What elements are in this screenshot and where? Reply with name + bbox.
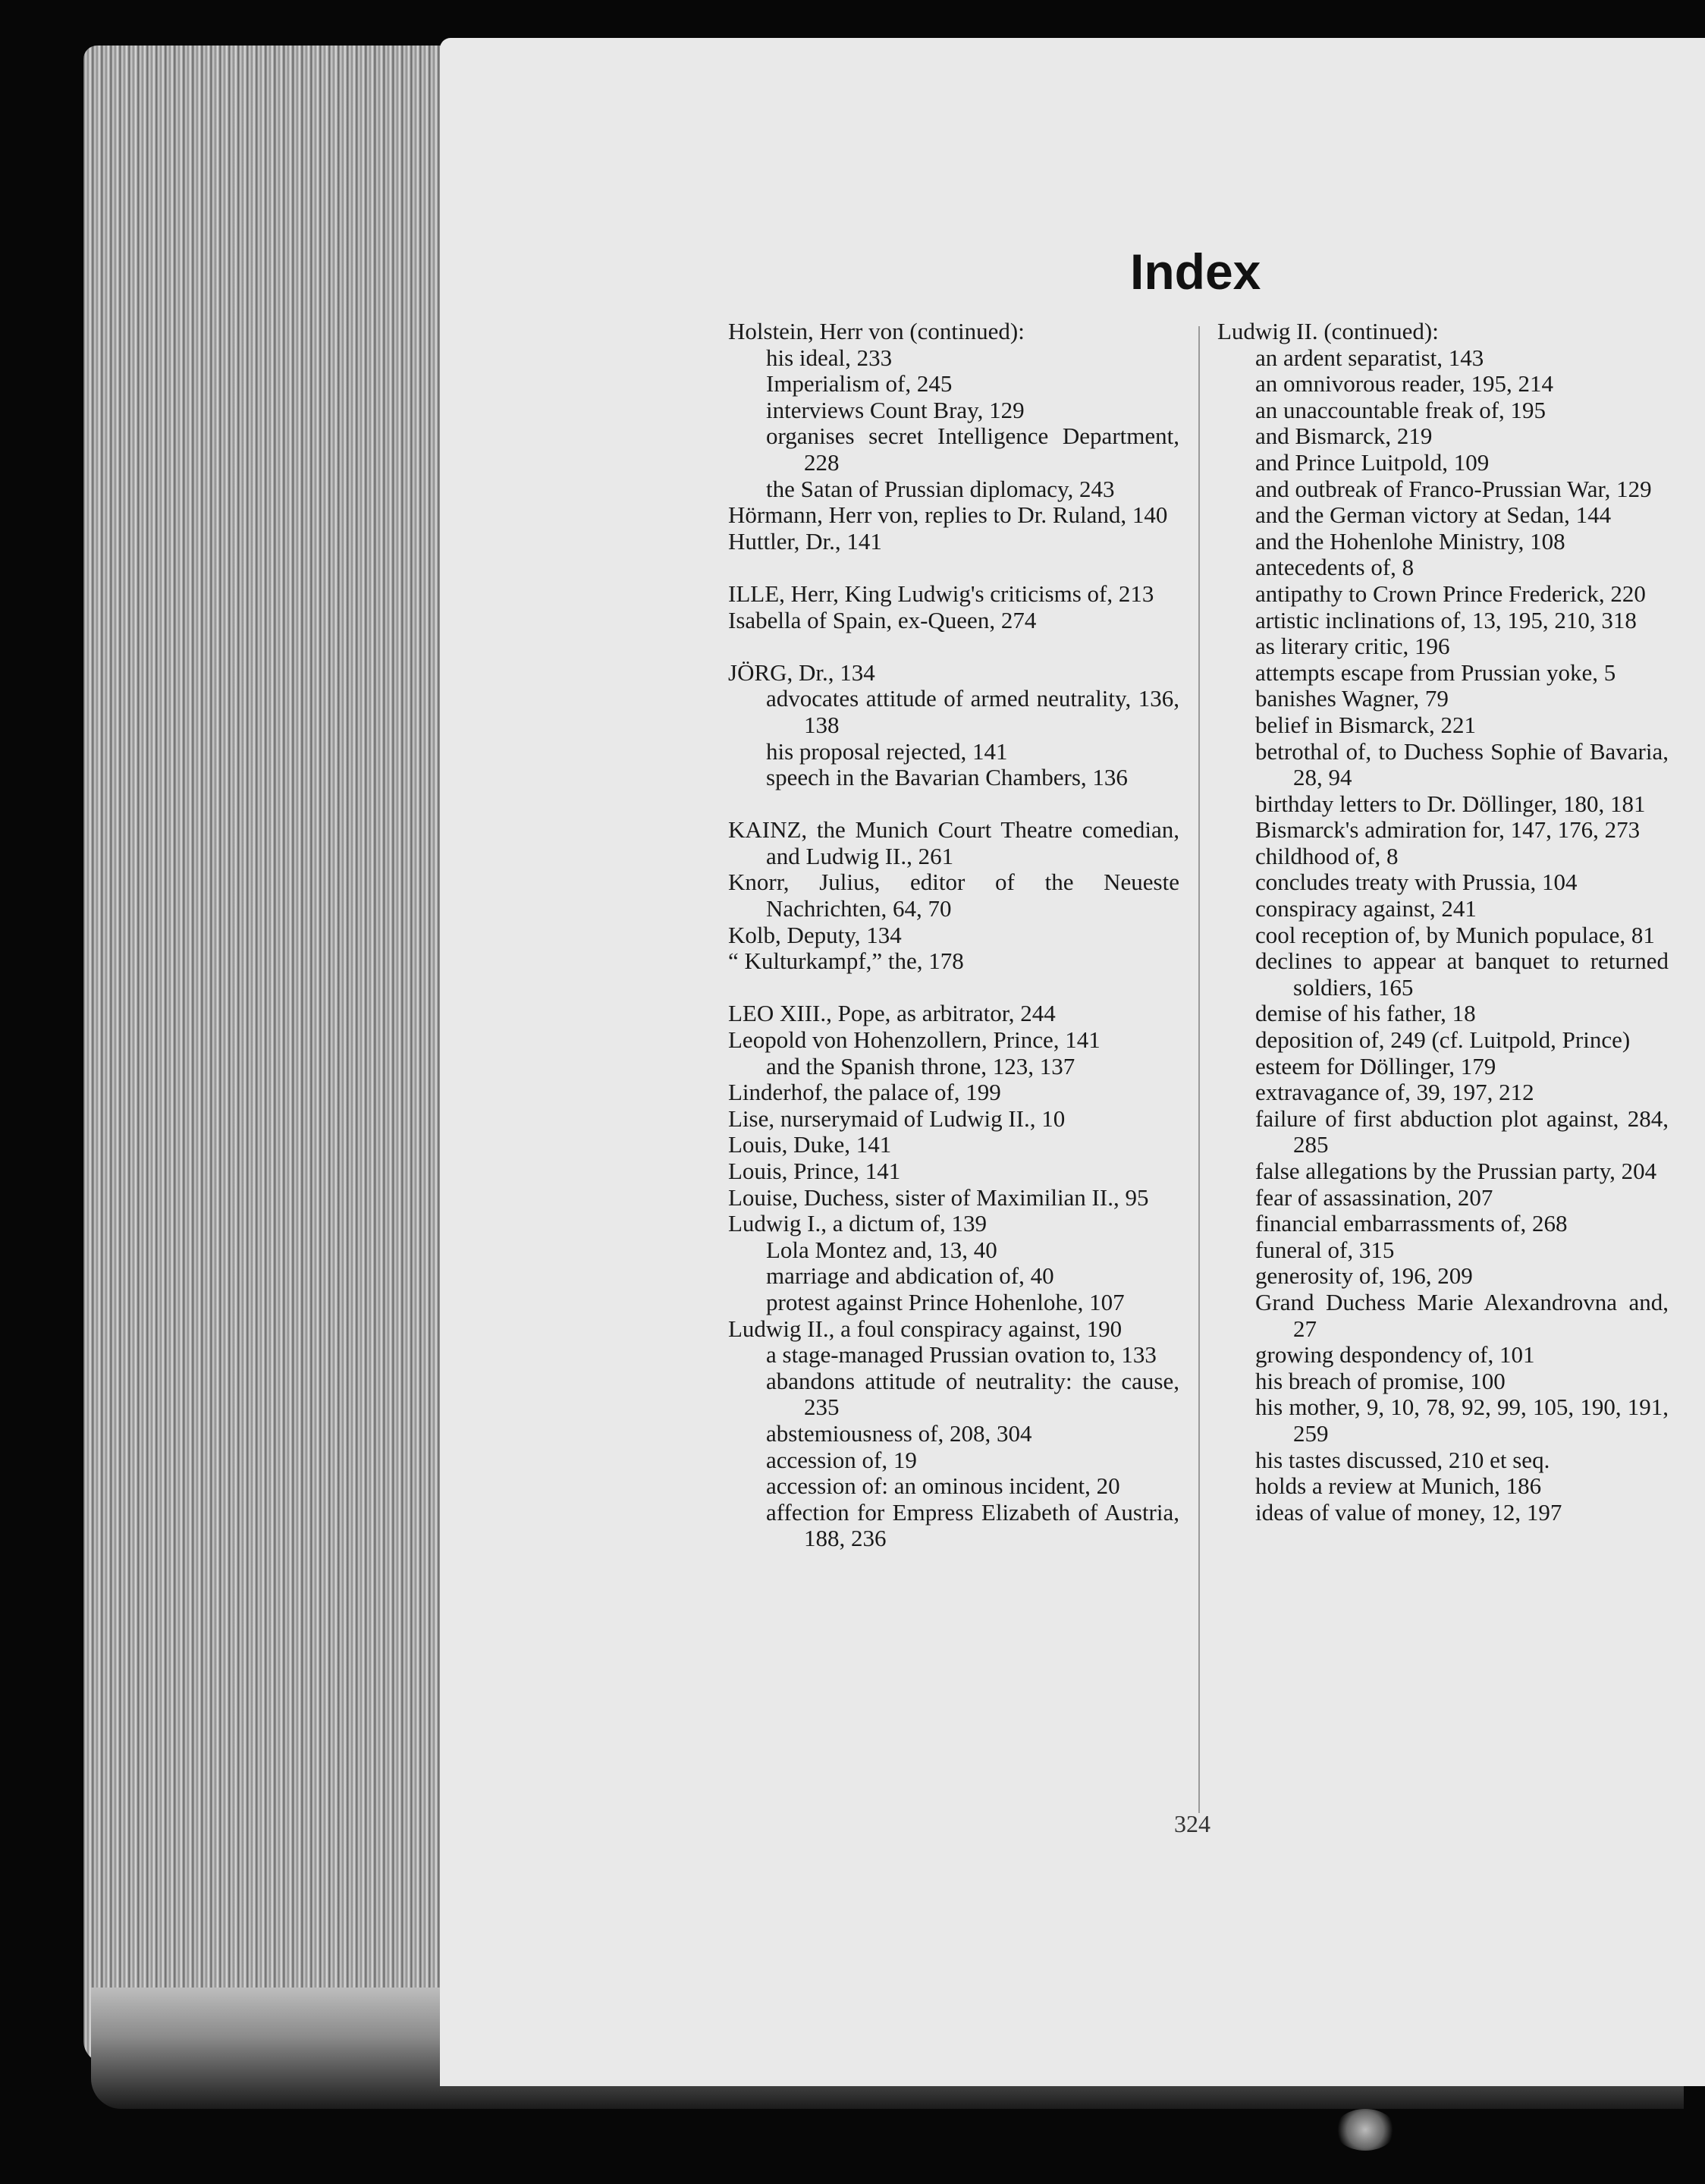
index-subentry: Grand Duchess Marie Alexandrovna and, 27 bbox=[1255, 1288, 1669, 1342]
index-subentry: ideas of value of money, 12, 197 bbox=[1255, 1498, 1562, 1526]
column-divider bbox=[1198, 326, 1200, 1813]
index-subentry: attempts escape from Prussian yoke, 5 bbox=[1255, 658, 1616, 686]
index-subentry: an omnivorous reader, 195, 214 bbox=[1255, 370, 1554, 398]
index-entry: Lise, nurserymaid of Ludwig II., 10 bbox=[728, 1105, 1066, 1132]
index-subentry: and Prince Luitpold, 109 bbox=[1255, 448, 1490, 476]
index-subentry: as literary critic, 196 bbox=[1255, 633, 1450, 660]
index-subentry: and the Spanish throne, 123, 137 bbox=[766, 1052, 1075, 1079]
index-subentry: funeral of, 315 bbox=[1255, 1236, 1395, 1263]
index-subentry: and the German victory at Sedan, 144 bbox=[1255, 501, 1612, 529]
index-subentry: conspiracy against, 241 bbox=[1255, 895, 1477, 922]
index-entry: Kolb, Deputy, 134 bbox=[728, 921, 902, 948]
index-subentry: accession of, 19 bbox=[766, 1446, 917, 1473]
index-subentry: abandons attitude of neutrality: the cause, 235 bbox=[766, 1367, 1179, 1421]
index-entry: Hörmann, Herr von, replies to Dr. Ruland, 140 bbox=[728, 501, 1168, 529]
page-number: 324 bbox=[1174, 1810, 1210, 1837]
index-subentry: esteem for Döllinger, 179 bbox=[1255, 1052, 1496, 1079]
index-subentry: advocates attitude of armed neutrality, 136, 138 bbox=[766, 685, 1179, 738]
index-entry: “ Kulturkampf,” the, 178 bbox=[728, 947, 964, 975]
index-subentry: demise of his father, 18 bbox=[1255, 1000, 1476, 1027]
index-subentry: failure of first abduction plot against, 284, 285 bbox=[1255, 1105, 1669, 1158]
index-entry: LEO XIII., Pope, as arbitrator, 244 bbox=[728, 1000, 1056, 1027]
index-subentry: betrothal of, to Duchess Sophie of Bavaria, 28, 94 bbox=[1255, 737, 1669, 791]
index-subentry: antecedents of, 8 bbox=[1255, 554, 1415, 581]
index-entry: Ludwig II. (continued): bbox=[1217, 318, 1439, 344]
index-entry: Louis, Prince, 141 bbox=[728, 1158, 901, 1184]
index-subentry: organises secret Intelligence Department, 228 bbox=[766, 423, 1179, 476]
index-subentry: financial embarrassments of, 268 bbox=[1255, 1210, 1568, 1237]
index-entry: Leopold von Hohenzollern, Prince, 141 bbox=[728, 1026, 1101, 1054]
index-subentry: concludes treaty with Prussia, 104 bbox=[1255, 869, 1578, 896]
index-subentry: a stage-managed Prussian ovation to, 133 bbox=[766, 1341, 1157, 1369]
index-subentry: generosity of, 196, 209 bbox=[1255, 1262, 1473, 1290]
index-subentry: marriage and abdication of, 40 bbox=[766, 1262, 1054, 1290]
index-subentry: an unaccountable freak of, 195 bbox=[1255, 396, 1546, 423]
index-subentry: deposition of, 249 (cf. Luitpold, Prince) bbox=[1255, 1026, 1631, 1054]
index-entry: Linderhof, the palace of, 199 bbox=[728, 1079, 1001, 1106]
index-entry: ILLE, Herr, King Ludwig's criticisms of, 213 bbox=[728, 580, 1154, 607]
index-subentry: childhood of, 8 bbox=[1255, 842, 1399, 869]
index-subentry: an ardent separatist, 143 bbox=[1255, 344, 1484, 371]
index-column-right bbox=[1217, 319, 1669, 1526]
index-subentry: his ideal, 233 bbox=[766, 344, 893, 371]
index-entry: Louise, Duchess, sister of Maximilian II., 95 bbox=[728, 1183, 1149, 1211]
index-entry: Holstein, Herr von (continued): bbox=[728, 318, 1025, 344]
index-entry: Huttler, Dr., 141 bbox=[728, 527, 882, 555]
index-subentry: Lola Montez and, 13, 40 bbox=[766, 1236, 997, 1263]
index-subentry: antipathy to Crown Prince Frederick, 220 bbox=[1255, 580, 1646, 607]
index-subentry: his mother, 9, 10, 78, 92, 99, 105, 190, 191, 259 bbox=[1255, 1394, 1669, 1447]
index-entry: JÖRG, Dr., 134 bbox=[728, 658, 875, 686]
index-subentry: artistic inclinations of, 13, 195, 210, 318 bbox=[1255, 606, 1637, 633]
index-subentry: fear of assassination, 207 bbox=[1255, 1183, 1493, 1211]
index-subentry: and Bismarck, 219 bbox=[1255, 423, 1433, 450]
index-subentry: false allegations by the Prussian party, 204 bbox=[1255, 1158, 1657, 1184]
index-entry: Louis, Duke, 141 bbox=[728, 1131, 892, 1158]
index-subentry: accession of: an ominous incident, 20 bbox=[766, 1472, 1120, 1500]
index-subentry: abstemiousness of, 208, 304 bbox=[766, 1419, 1032, 1447]
index-subentry: Bismarck's admiration for, 147, 176, 273 bbox=[1255, 816, 1641, 844]
index-subentry: extravagance of, 39, 197, 212 bbox=[1255, 1079, 1534, 1106]
index-subentry: holds a review at Munich, 186 bbox=[1255, 1472, 1542, 1500]
index-entry: Ludwig II., a foul conspiracy against, 190 bbox=[728, 1315, 1123, 1342]
page-title: Index bbox=[1130, 244, 1261, 300]
index-subentry: his tastes discussed, 210 et seq. bbox=[1255, 1446, 1550, 1473]
index-subentry: banishes Wagner, 79 bbox=[1255, 685, 1449, 712]
index-subentry: the Satan of Prussian diplomacy, 243 bbox=[766, 475, 1115, 502]
index-entry: Isabella of Spain, ex-Queen, 274 bbox=[728, 606, 1037, 633]
index-entry: Knorr, Julius, editor of the Neueste Nachrichten, 64, 70 bbox=[728, 869, 1179, 922]
index-subentry: cool reception of, by Munich populace, 81 bbox=[1255, 921, 1655, 948]
index-subentry: declines to appear at banquet to returned soldiers, 165 bbox=[1255, 947, 1669, 1001]
index-subentry: protest against Prince Hohenlohe, 107 bbox=[766, 1288, 1125, 1315]
index-subentry: affection for Empress Elizabeth of Austria, 188, 236 bbox=[766, 1498, 1179, 1552]
index-subentry: his proposal rejected, 141 bbox=[766, 737, 1008, 765]
index-entry: Ludwig I., a dictum of, 139 bbox=[728, 1210, 987, 1237]
index-subentry: belief in Bismarck, 221 bbox=[1255, 711, 1476, 738]
index-subentry: growing despondency of, 101 bbox=[1255, 1341, 1535, 1369]
index-subentry: interviews Count Bray, 129 bbox=[766, 396, 1025, 423]
index-subentry: speech in the Bavarian Chambers, 136 bbox=[766, 764, 1128, 791]
index-subentry: and outbreak of Franco-Prussian War, 129 bbox=[1255, 475, 1652, 502]
index-subentry: and the Hohenlohe Ministry, 108 bbox=[1255, 527, 1565, 555]
book-page-edges bbox=[83, 46, 463, 2063]
index-subentry: Imperialism of, 245 bbox=[766, 370, 953, 398]
library-stamp bbox=[1335, 2109, 1396, 2151]
index-subentry: birthday letters to Dr. Döllinger, 180, 181 bbox=[1255, 790, 1646, 817]
index-entry: KAINZ, the Munich Court Theatre comedian, and Ludwig II., 261 bbox=[728, 816, 1179, 869]
index-column-left bbox=[728, 319, 1179, 1552]
index-subentry: his breach of promise, 100 bbox=[1255, 1367, 1506, 1394]
